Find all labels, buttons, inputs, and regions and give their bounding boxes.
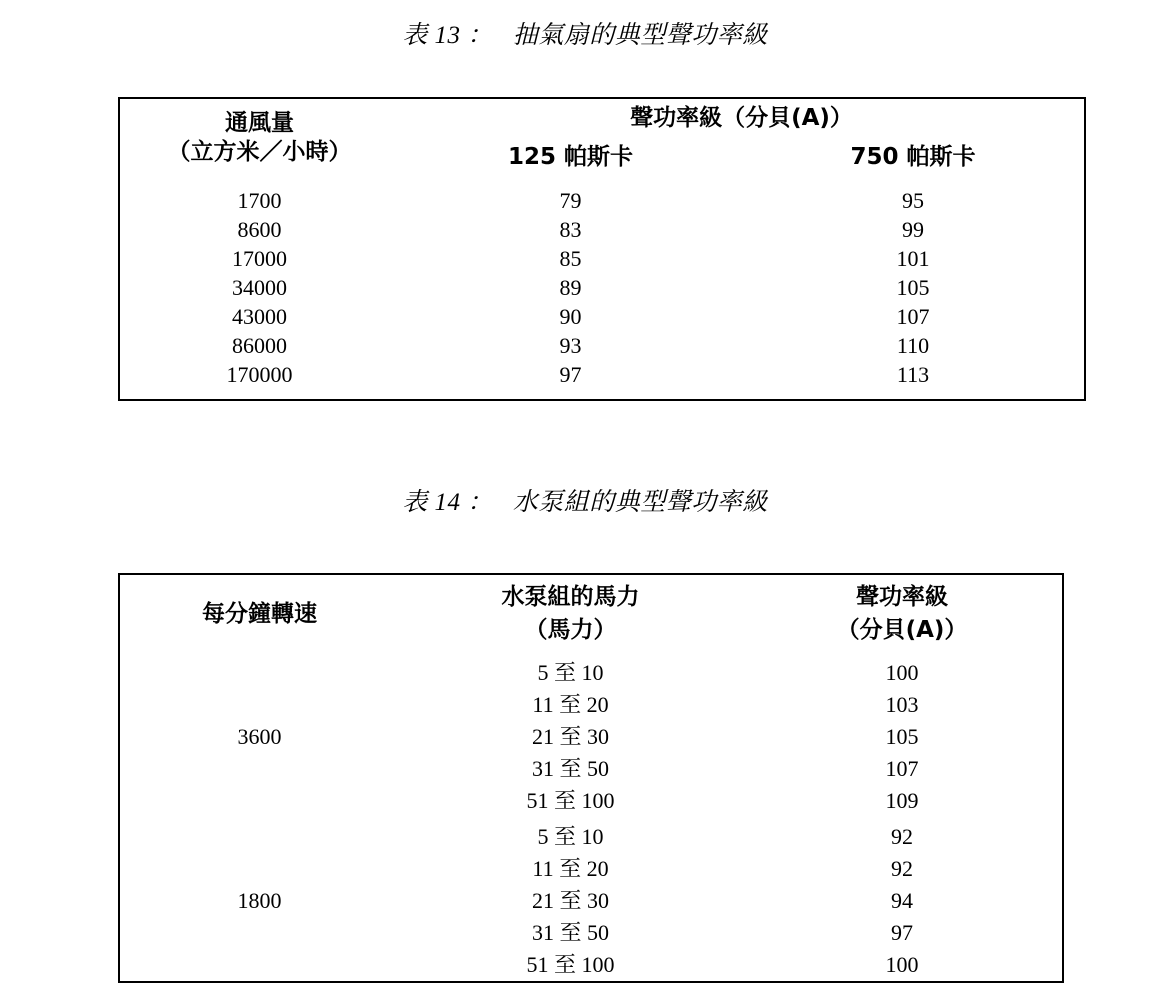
table-13-cell-125pa: 79 [559, 187, 582, 213]
table-row [119, 331, 1085, 360]
table-14-cell-sound-power: 107 [885, 756, 919, 781]
table-13-cell-125pa: 85 [559, 245, 582, 271]
table-14-header-rpm: 每分鐘轉速 [202, 600, 317, 627]
table-row [119, 821, 1063, 853]
table-13-cell-125pa: 89 [559, 274, 582, 300]
table-13-body-top-spacer [119, 177, 1085, 186]
table-14-caption-title: 水泵組的典型聲功率級 [512, 489, 768, 516]
table-13-cell-airflow: 8600 [237, 216, 282, 242]
table-13-header-125pa: 125 帕斯卡 [507, 143, 634, 170]
table-14-cell-sound-power: 92 [891, 856, 913, 881]
table-13-cell-750pa: 105 [896, 274, 930, 300]
table-14-cell-horsepower: 21 至 30 [531, 724, 609, 749]
table-14-cell-horsepower: 51 至 100 [526, 788, 615, 813]
table-13-cell-750pa: 110 [896, 332, 930, 358]
table-13-header-airflow-line1: 通風量 [225, 110, 294, 136]
table-row [119, 302, 1085, 331]
table-13-caption-title: 抽氣扇的典型聲功率級 [512, 22, 768, 49]
table-14-pump-set-sound-power-levels [118, 573, 1064, 983]
table-14-cell-sound-power: 109 [885, 788, 919, 813]
table-row [119, 244, 1085, 273]
table-13-header-row-1 [119, 98, 1085, 137]
table-14-caption [0, 487, 1170, 519]
table-14-header-horsepower [399, 574, 742, 653]
table-row [119, 215, 1085, 244]
table-14-cell-sound-power: 103 [885, 692, 919, 717]
table-14-header-row [119, 574, 1063, 653]
table-13-cell-airflow: 17000 [232, 245, 287, 271]
table-14-cell-sound-power: 105 [885, 724, 919, 749]
table-13-cell-750pa: 113 [896, 361, 930, 387]
table-13-cell-125pa: 83 [559, 216, 582, 242]
table-14-cell-sound-power: 100 [885, 952, 919, 977]
table-13-cell-airflow: 170000 [226, 361, 293, 387]
table-14-header-sound-power-line1: 聲功率級 [856, 584, 948, 610]
table-14-cell-horsepower: 31 至 50 [531, 756, 609, 781]
table-13-cell-airflow: 43000 [232, 303, 287, 329]
table-14-cell-horsepower: 51 至 100 [526, 952, 615, 977]
table-14-cell-sound-power: 92 [891, 824, 913, 849]
table-14-cell-horsepower: 11 至 20 [532, 692, 609, 717]
table-13-header-750pa: 750 帕斯卡 [850, 143, 976, 170]
table-14-cell-horsepower: 21 至 30 [531, 888, 609, 913]
table-14-header-sound-power-line2: （分貝(A)） [836, 617, 968, 643]
table-14-caption-label: 表 14 ： [402, 489, 493, 516]
table-13-cell-750pa: 101 [896, 245, 930, 271]
table-13-body-bottom-spacer [119, 389, 1085, 400]
table-row [119, 186, 1085, 215]
table-13-cell-airflow: 1700 [237, 187, 282, 213]
table-14-cell-rpm: 1800 [237, 888, 282, 913]
table-14-cell-horsepower: 31 至 50 [531, 920, 609, 945]
table-14-cell-horsepower: 11 至 20 [532, 856, 609, 881]
table-13-cell-750pa: 107 [896, 303, 930, 329]
table-13-header-sound-power-group: 聲功率級（分貝(A)） [630, 104, 853, 131]
table-13-cell-125pa: 93 [559, 332, 582, 358]
table-13-caption [0, 20, 1170, 52]
table-row [119, 657, 1063, 689]
table-row [119, 273, 1085, 302]
table-13-caption-label: 表 13 ： [402, 22, 493, 49]
table-13-cell-airflow: 34000 [232, 274, 287, 300]
table-14-cell-sound-power: 97 [891, 920, 913, 945]
table-13-header-airflow [119, 98, 399, 177]
table-13-cell-750pa: 95 [902, 187, 924, 213]
table-14-cell-sound-power: 94 [891, 888, 913, 913]
table-13-cell-125pa: 90 [559, 303, 582, 329]
table-14-header-horsepower-line1: 水泵組的馬力 [501, 584, 640, 610]
table-14-header-sound-power [742, 574, 1063, 653]
table-13-exhaust-fan-sound-power-levels [118, 97, 1086, 401]
table-14-cell-horsepower: 5 至 10 [537, 660, 604, 685]
table-13-cell-750pa: 99 [902, 216, 924, 242]
table-14-cell-sound-power: 100 [885, 660, 919, 685]
table-14-cell-rpm: 3600 [237, 724, 282, 749]
table-14-cell-horsepower: 5 至 10 [537, 824, 604, 849]
table-13-cell-125pa: 97 [559, 361, 582, 387]
table-14-header-horsepower-line2: （馬力） [524, 617, 617, 643]
table-13-cell-airflow: 86000 [232, 332, 287, 358]
table-row [119, 360, 1085, 389]
table-13-header-airflow-line2: （立方米／小時） [167, 139, 352, 165]
